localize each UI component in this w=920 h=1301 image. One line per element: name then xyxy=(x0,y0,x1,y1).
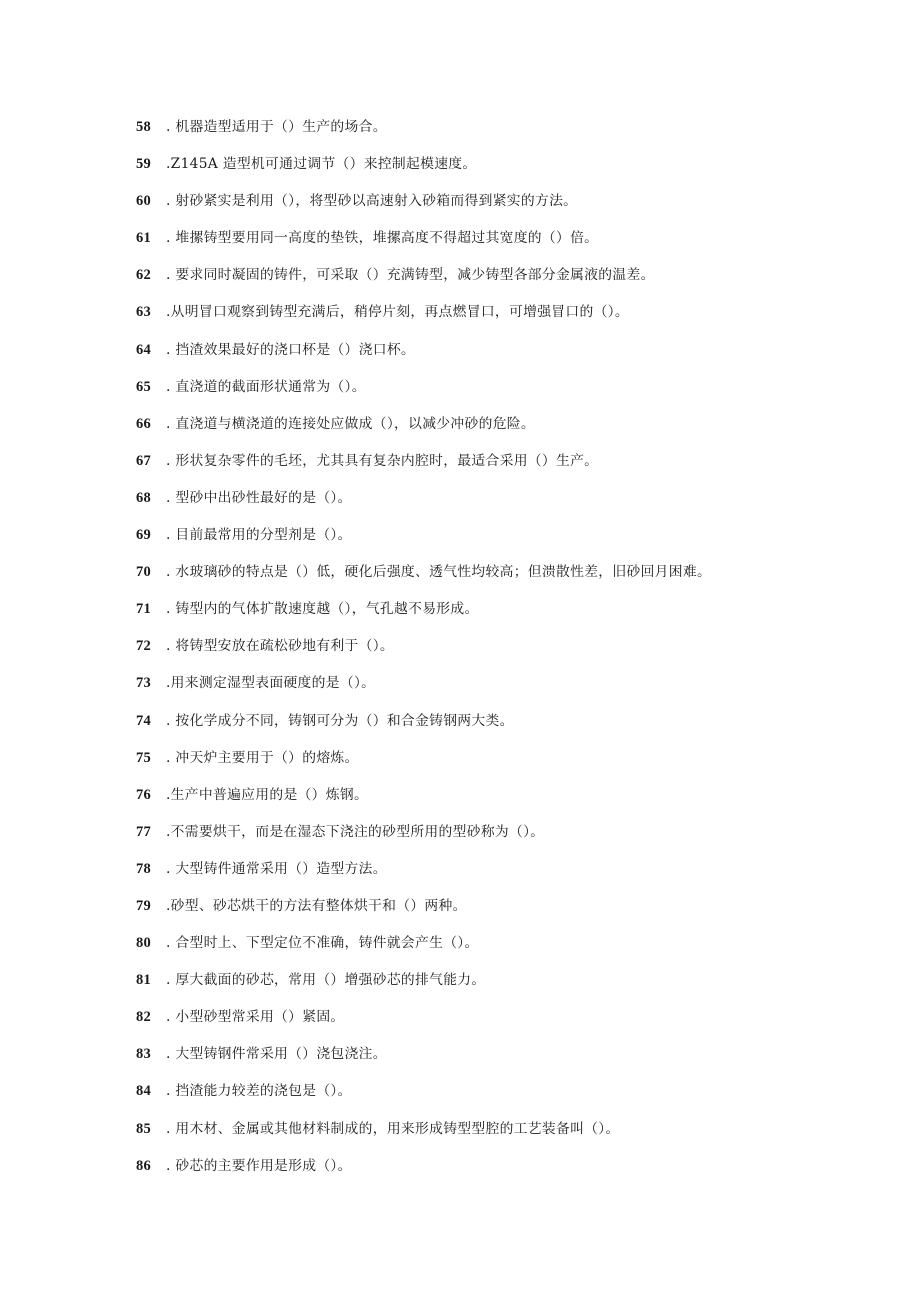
question-text: . 形状复杂零件的毛坯，尤其具有复杂内腔时，最适合采用（）生产。 xyxy=(166,452,599,469)
question-item xyxy=(136,373,896,410)
question-text: . 水玻璃砂的特点是（）低，硬化后强度、透气性均较高；但溃散性差，旧砂回月困难。 xyxy=(166,564,712,581)
question-number: 81 xyxy=(136,972,151,989)
question-text: . 按化学成分不同，铸钢可分为（）和合金铸钢两大类。 xyxy=(166,712,514,729)
question-number: 62 xyxy=(136,267,151,284)
question-number: 60 xyxy=(136,193,151,210)
question-number: 69 xyxy=(136,527,151,544)
question-text: . 铸型内的气体扩散速度越（），气孔越不易形成。 xyxy=(166,601,479,618)
question-text: . 要求同时凝固的铸件，可采取（）充满铸型，减少铸型各部分金属液的温差。 xyxy=(166,267,655,284)
question-item xyxy=(136,1115,896,1152)
question-text: . 大型铸件通常采用（）造型方法。 xyxy=(166,860,387,877)
question-number: 68 xyxy=(136,489,151,506)
question-text: .用来测定湿型表面硬度的是（）。 xyxy=(166,675,376,692)
question-number: 77 xyxy=(136,823,151,840)
question-number: 86 xyxy=(136,1157,151,1174)
question-text: . 堆摞铸型要用同一高度的垫铁，堆摞高度不得超过其宽度的（）倍。 xyxy=(166,230,599,247)
question-item xyxy=(136,1040,896,1077)
question-text: .生产中普遍应用的是（）炼钢。 xyxy=(166,786,369,803)
question-number: 65 xyxy=(136,378,151,395)
question-number: 72 xyxy=(136,638,151,655)
question-item xyxy=(136,558,896,595)
question-number: 84 xyxy=(136,1083,151,1100)
question-item xyxy=(136,261,896,298)
question-item xyxy=(136,113,896,150)
question-item xyxy=(136,781,896,818)
question-number: 85 xyxy=(136,1120,151,1137)
question-number: 78 xyxy=(136,860,151,877)
question-item xyxy=(136,707,896,744)
question-number: 80 xyxy=(136,935,151,952)
question-item xyxy=(136,521,896,558)
question-item xyxy=(136,410,896,447)
question-item xyxy=(136,744,896,781)
question-number: 82 xyxy=(136,1009,151,1026)
question-item xyxy=(136,187,896,224)
question-item xyxy=(136,892,896,929)
question-number: 59 xyxy=(136,156,151,173)
question-text: . 大型铸钢件常采用（）浇包浇注。 xyxy=(166,1046,387,1063)
question-number: 58 xyxy=(136,119,151,135)
question-item xyxy=(136,484,896,521)
question-item xyxy=(136,224,896,261)
question-text: . 射砂紧实是利用（），将型砂以高速射入砂箱而得到紧实的方法。 xyxy=(166,193,578,210)
question-item xyxy=(136,966,896,1003)
question-item xyxy=(136,1077,896,1114)
question-number: 79 xyxy=(136,897,151,914)
question-text: . 直浇道与横浇道的连接处应做成（），以减少冲砂的危险。 xyxy=(166,415,535,432)
question-item xyxy=(136,1003,896,1040)
question-item xyxy=(136,929,896,966)
question-text: .从明冒口观察到铸型充满后，稍停片刻，再点燃冒口，可增强冒口的（）。 xyxy=(166,304,629,321)
question-text: .不需要烘干，而是在湿态下浇注的砂型所用的型砂称为（）。 xyxy=(166,823,545,840)
question-item xyxy=(136,150,896,187)
question-item xyxy=(136,669,896,706)
question-number: 66 xyxy=(136,415,151,432)
question-text: .砂型、砂芯烘干的方法有整体烘干和（）两种。 xyxy=(166,897,467,914)
question-item xyxy=(136,632,896,669)
question-item xyxy=(136,855,896,892)
question-text: . 直浇道的截面形状通常为（）。 xyxy=(166,378,366,395)
question-number: 73 xyxy=(136,675,151,692)
question-number: 74 xyxy=(136,712,151,729)
question-number: 63 xyxy=(136,304,151,321)
question-item xyxy=(136,595,896,632)
question-text: . 将铸型安放在疏松砂地有利于（）。 xyxy=(166,638,395,655)
question-text: . 合型时上、下型定位不准确，铸件就会产生（）。 xyxy=(166,935,479,952)
question-text: . 砂芯的主要作用是形成（）。 xyxy=(166,1157,352,1174)
question-number: 61 xyxy=(136,230,151,247)
question-text: . 目前最常用的分型剂是（）。 xyxy=(166,527,352,544)
question-text: . 冲天炉主要用于（）的熔炼。 xyxy=(166,749,359,766)
question-text: . 用木材、金属或其他材料制成的，用来形成铸型型腔的工艺装备叫（）。 xyxy=(166,1120,620,1137)
question-number: 83 xyxy=(136,1046,151,1063)
question-item xyxy=(136,818,896,855)
question-number: 76 xyxy=(136,786,151,803)
question-text: .Z145A 造型机可通过调节（）来控制起模速度。 xyxy=(166,156,477,173)
question-number: 67 xyxy=(136,452,151,469)
question-text: . 小型砂型常采用（）紧固。 xyxy=(166,1009,345,1026)
question-number: 64 xyxy=(136,341,151,358)
question-text: . 型砂中出砂性最好的是（）。 xyxy=(166,489,352,506)
question-text: . 挡渣效果最好的浇口杯是（）浇口杯。 xyxy=(166,341,416,358)
question-list xyxy=(136,113,896,1189)
question-item xyxy=(136,1152,896,1189)
question-number: 71 xyxy=(136,601,151,618)
question-text: . 厚大截面的砂芯，常用（）增强砂芯的排气能力。 xyxy=(166,972,486,989)
question-item xyxy=(136,447,896,484)
question-text: . 挡渣能力较差的浇包是（）。 xyxy=(166,1083,352,1100)
question-item xyxy=(136,298,896,335)
question-text: . 机器造型适用于（）生产的场合。 xyxy=(166,119,387,135)
question-number: 70 xyxy=(136,564,151,581)
question-number: 75 xyxy=(136,749,151,766)
question-item xyxy=(136,336,896,373)
